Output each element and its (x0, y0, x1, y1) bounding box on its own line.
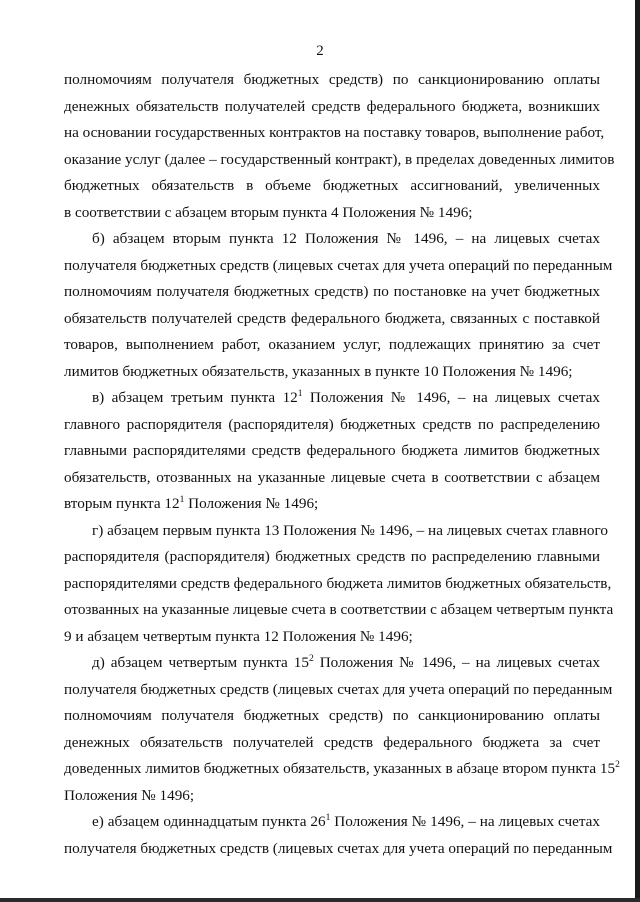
text-line: на основании государственных контрактов на поставку товаров, выполнение работ, (64, 124, 605, 141)
text-segment: Положения № 1496; (184, 495, 319, 512)
page-number: 2 (316, 43, 324, 59)
text-line: Положения № 1496; (64, 786, 195, 804)
superscript: 2 (615, 760, 620, 770)
superscript: 1 (297, 389, 303, 399)
text-line: г) абзацем первым пункта 13 Положения № 1496, – на лицевых счетах главного (92, 521, 608, 539)
document-body (64, 67, 620, 862)
text-segment: вторым пункта 12 (64, 495, 180, 512)
scan-edge-right (635, 0, 640, 902)
text-segment: Положения № 1496, – на лицевых счетах (302, 389, 600, 406)
text-segment: Положения № 1496, – на лицевых счетах (330, 813, 600, 830)
text-line: обязательств, отозванных на указанные лицевые счета в соответствии с абзацем (64, 468, 600, 486)
text-segment: е) абзацем одиннадцатым пункта 26 (92, 813, 326, 830)
text-line: оказание услуг (далее – государственный контракт), в пределах доведенных лимитов (64, 150, 615, 168)
text-line (64, 650, 600, 677)
text-segment: доведенных лимитов бюджетных обязательств, указанных в абзаце втором пункта 15 (64, 760, 616, 777)
text-line: полномочиям получателя бюджетных средств) по постановке на учет бюджетных (64, 283, 600, 300)
text-line: главными распорядителями средств федерального бюджета лимитов бюджетных (64, 442, 600, 459)
text-segment: Положения № 1496, – на лицевых счетах (313, 654, 600, 671)
text-line: бюджетных обязательств в объеме бюджетных ассигнований, увеличенных (64, 177, 600, 194)
paragraph-g (64, 518, 614, 651)
paragraph-b (64, 226, 613, 385)
superscript: 1 (179, 495, 185, 505)
text-line: в соответствии с абзацем вторым пункта 4 Положения № 1496; (64, 203, 473, 221)
text-line: отозванных на указанные лицевые счета в соответствии с абзацем четвертым пункта (64, 601, 614, 618)
text-line: 9 и абзацем четвертым пункта 12 Положения № 1496; (64, 627, 413, 645)
text-line: обязательств получателей средств федерального бюджета, связанных с поставкой (64, 309, 600, 327)
text-line: получателя бюджетных средств (лицевых счетах для учета операций по переданным (64, 839, 613, 857)
text-segment: д) абзацем четвертым пункта 15 (92, 654, 309, 671)
text-line: получателя бюджетных средств (лицевых счетах для учета операций по переданным (64, 256, 613, 274)
paragraph-continuation (64, 67, 615, 226)
paragraph-v (64, 385, 600, 518)
superscript: 2 (308, 654, 314, 664)
text-line: получателя бюджетных средств (лицевых счетах для учета операций по переданным (64, 680, 613, 698)
text-line: главного распорядителя (распорядителя) бюджетных средств по распределению (64, 415, 600, 433)
text-line (64, 756, 620, 783)
text-line (64, 385, 600, 412)
text-line: б) абзацем вторым пункта 12 Положения № 1496, – на лицевых счетах (92, 230, 600, 247)
scan-edge-bottom (0, 898, 640, 902)
text-line: полномочиям получателя бюджетных средств) по санкционированию оплаты (64, 707, 600, 724)
text-line: лимитов бюджетных обязательств, указанных в пункте 10 Положения № 1496; (64, 362, 573, 380)
text-line: распорядителя (распорядителя) бюджетных средств по распределению главными (64, 548, 600, 565)
text-line: распорядителями средств федерального бюджета лимитов бюджетных обязательств, (64, 574, 612, 592)
text-line: денежных обязательств получателей средств федерального бюджета за счет (64, 733, 600, 751)
text-line: полномочиям получателя бюджетных средств) по санкционированию оплаты (64, 71, 600, 88)
text-line: денежных обязательств получателей средств федерального бюджета, возникших (64, 97, 600, 115)
paragraph-d (64, 650, 620, 809)
paragraph-e (64, 809, 613, 862)
text-line (64, 491, 600, 518)
text-segment: в) абзацем третьим пункта 12 (92, 389, 298, 406)
superscript: 1 (325, 813, 331, 823)
text-line: товаров, выполнением работ, оказанием услуг, подлежащих принятию за счет (64, 336, 600, 353)
text-line (64, 809, 600, 836)
